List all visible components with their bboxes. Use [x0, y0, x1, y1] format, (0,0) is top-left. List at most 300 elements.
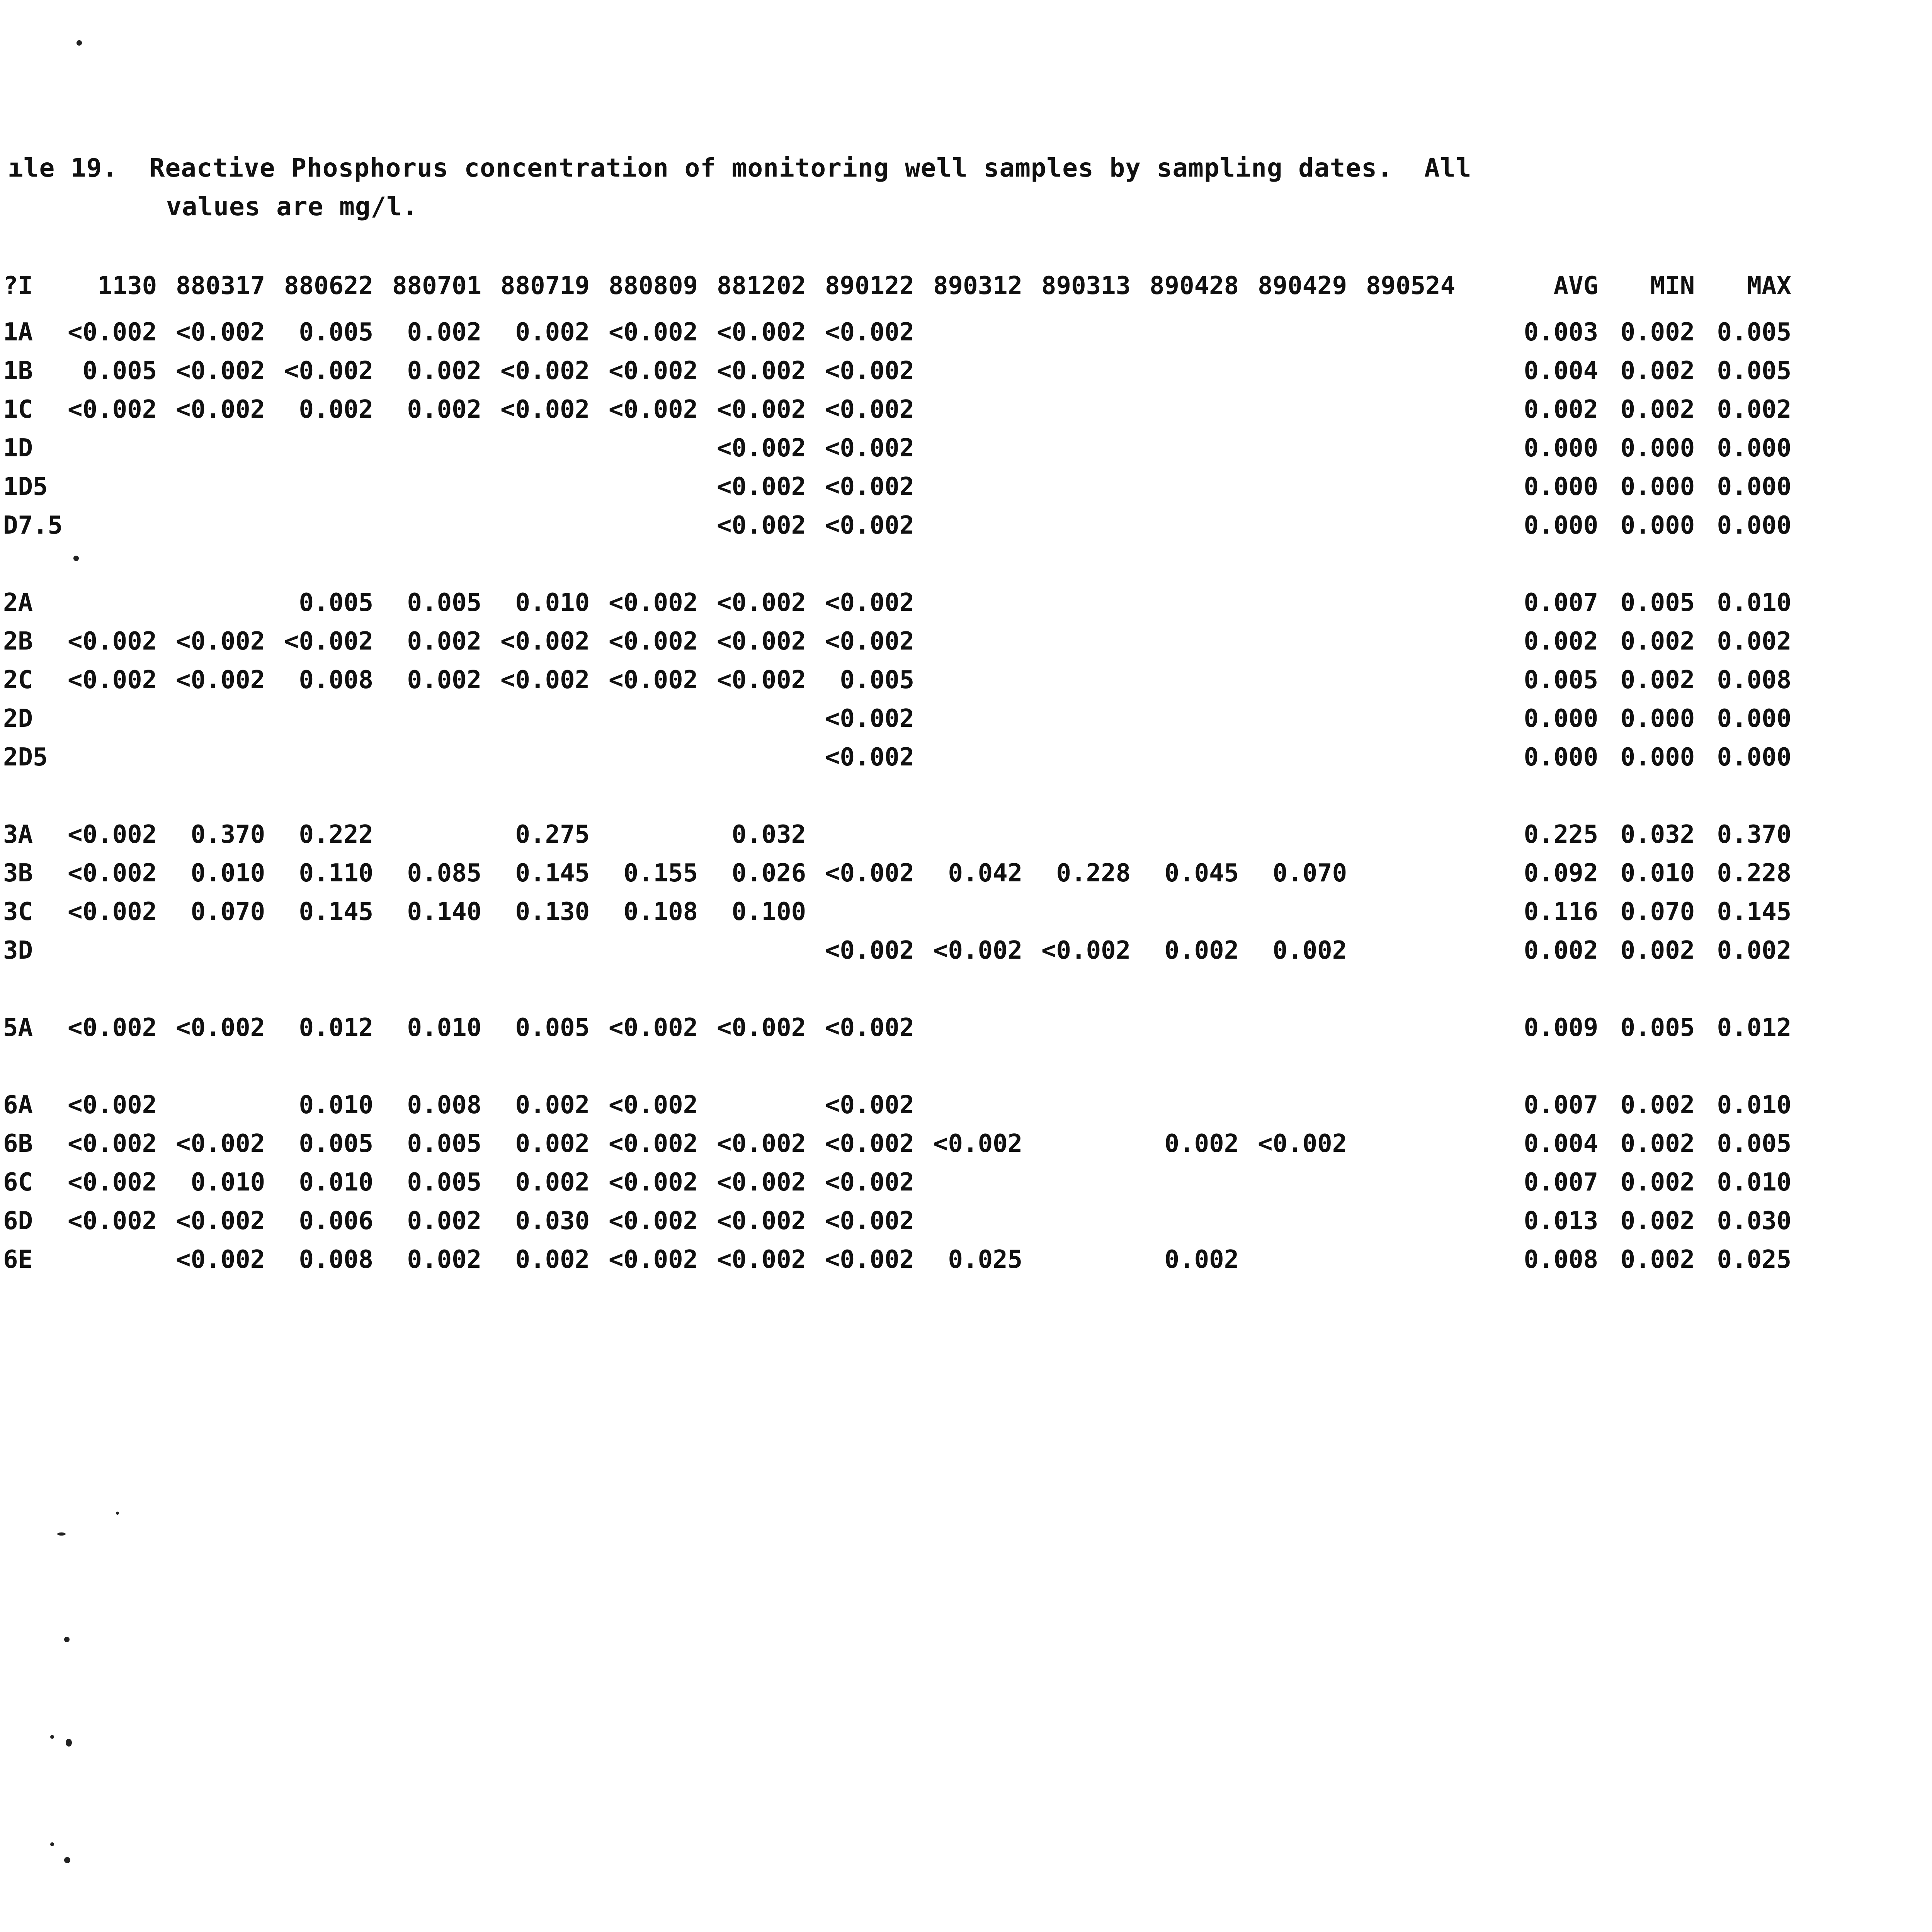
value-cell: 0.000	[1717, 704, 1792, 733]
value-cell	[914, 313, 1022, 352]
scan-speck	[50, 1842, 54, 1846]
value-cell: <0.002	[609, 318, 698, 347]
table-header-row	[0, 259, 1791, 313]
value-cell: 0.228	[1717, 859, 1792, 888]
value-cell: 0.012	[299, 1014, 374, 1042]
scan-speck	[73, 556, 79, 561]
column-header: 1130	[97, 272, 157, 300]
value-cell	[1131, 583, 1239, 622]
value-cell: 0.000	[1620, 434, 1695, 463]
caption-line-1: ıle 19. Reactive Phosphorus concentration of monitoring well samples by sampling dates. All	[8, 153, 1472, 183]
value-cell	[1347, 738, 1455, 777]
value-cell: 0.006	[299, 1207, 374, 1235]
value-cell	[1022, 390, 1131, 429]
value-cell	[914, 1202, 1022, 1240]
value-cell: <0.002	[825, 588, 915, 617]
value-cell: <0.002	[68, 318, 157, 347]
value-cell: 0.005	[407, 1129, 482, 1158]
value-cell	[698, 738, 806, 777]
value-cell	[1022, 506, 1131, 545]
value-cell	[1239, 1240, 1347, 1279]
value-cell: <0.002	[176, 627, 265, 656]
value-cell: <0.002	[68, 1091, 157, 1119]
value-cell	[68, 429, 157, 468]
table-row	[0, 313, 1791, 352]
value-cell	[1239, 661, 1347, 699]
value-cell: <0.002	[609, 1207, 698, 1235]
value-cell: 0.008	[407, 1091, 482, 1119]
table-row	[0, 931, 1791, 970]
value-cell	[1022, 1086, 1131, 1124]
value-cell	[590, 429, 698, 468]
value-cell	[1022, 1240, 1131, 1279]
value-cell: <0.002	[717, 434, 806, 463]
value-cell: <0.002	[717, 318, 806, 347]
scan-speck	[77, 40, 82, 46]
value-cell: 0.002	[1164, 1245, 1239, 1274]
value-cell	[1347, 390, 1455, 429]
value-cell: 0.002	[407, 395, 482, 424]
value-cell: 0.030	[515, 1207, 590, 1235]
value-cell	[1131, 622, 1239, 661]
value-cell: 0.005	[840, 666, 915, 694]
value-cell: <0.002	[609, 666, 698, 694]
table-caption	[8, 149, 1471, 226]
value-cell: 0.007	[1524, 1091, 1599, 1119]
value-cell: 0.025	[1717, 1245, 1792, 1274]
value-cell	[1347, 1202, 1455, 1240]
value-cell	[481, 931, 590, 970]
column-header: 880317	[176, 272, 265, 300]
well-id-cell: 1B	[3, 357, 33, 385]
column-header: 890312	[933, 272, 1023, 300]
value-cell: <0.002	[500, 666, 590, 694]
well-id-cell: 3B	[3, 859, 33, 888]
value-cell: <0.002	[825, 1014, 915, 1042]
value-cell: 0.004	[1524, 1129, 1599, 1158]
value-cell: 0.116	[1524, 898, 1599, 926]
value-cell: 0.000	[1620, 704, 1695, 733]
well-id-cell: 5A	[3, 1014, 33, 1042]
value-cell: <0.002	[609, 1091, 698, 1119]
table-row	[0, 1009, 1791, 1047]
column-header: 890313	[1041, 272, 1131, 300]
value-cell	[590, 506, 698, 545]
value-cell: 0.042	[948, 859, 1023, 888]
value-cell: <0.002	[68, 395, 157, 424]
value-cell: 0.007	[1524, 1168, 1599, 1197]
table-row	[0, 661, 1791, 699]
value-cell	[68, 583, 157, 622]
value-cell	[914, 661, 1022, 699]
value-cell: 0.010	[299, 1168, 374, 1197]
group-spacer	[0, 545, 1791, 583]
value-cell: 0.003	[1524, 318, 1599, 347]
scan-speck	[64, 1637, 70, 1642]
value-cell	[914, 1009, 1022, 1047]
value-cell: <0.002	[500, 395, 590, 424]
value-cell: 0.002	[407, 666, 482, 694]
value-cell	[590, 738, 698, 777]
column-header: MAX	[1747, 272, 1792, 300]
value-cell	[914, 429, 1022, 468]
value-cell: 0.012	[1717, 1014, 1792, 1042]
value-cell: 0.002	[515, 1168, 590, 1197]
table-row	[0, 893, 1791, 931]
value-cell: 0.225	[1524, 820, 1599, 849]
scan-speck	[64, 1857, 70, 1863]
value-cell	[1022, 313, 1131, 352]
value-cell	[68, 699, 157, 738]
well-id-cell: 2D	[3, 704, 33, 733]
value-cell	[157, 583, 265, 622]
value-cell	[1131, 352, 1239, 390]
value-cell	[68, 931, 157, 970]
value-cell: 0.032	[1620, 820, 1695, 849]
value-cell: <0.002	[284, 627, 374, 656]
value-cell: <0.002	[825, 1207, 915, 1235]
value-cell: 0.002	[1620, 666, 1695, 694]
value-cell: 0.000	[1620, 743, 1695, 772]
value-cell: 0.005	[1524, 666, 1599, 694]
value-cell	[1022, 661, 1131, 699]
value-cell: <0.002	[825, 1245, 915, 1274]
value-cell: 0.005	[1717, 357, 1792, 385]
value-cell: 0.070	[1272, 859, 1347, 888]
column-header: 880622	[284, 272, 374, 300]
well-id-cell: 2A	[3, 588, 33, 617]
column-header: 890429	[1258, 272, 1347, 300]
value-cell	[914, 815, 1022, 854]
value-cell: 0.045	[1164, 859, 1239, 888]
value-cell: <0.002	[825, 357, 915, 385]
value-cell: <0.002	[933, 936, 1023, 965]
value-cell	[914, 1086, 1022, 1124]
value-cell	[1131, 699, 1239, 738]
value-cell: 0.000	[1524, 743, 1599, 772]
value-cell: <0.002	[717, 511, 806, 540]
value-cell	[373, 815, 481, 854]
value-cell	[481, 738, 590, 777]
value-cell	[1131, 738, 1239, 777]
value-cell: 0.002	[1620, 1168, 1695, 1197]
table-row	[0, 1124, 1791, 1163]
value-cell	[1239, 622, 1347, 661]
value-cell: 0.370	[1717, 820, 1792, 849]
value-cell: 0.010	[190, 859, 265, 888]
value-cell	[1022, 893, 1131, 931]
value-cell: <0.002	[176, 395, 265, 424]
value-cell	[68, 468, 157, 506]
well-id-cell: 3D	[3, 936, 33, 965]
table-row	[0, 815, 1791, 854]
value-cell	[1239, 583, 1347, 622]
value-cell	[265, 506, 373, 545]
value-cell: 0.005	[407, 1168, 482, 1197]
table-body	[0, 313, 1791, 1279]
column-header: 890428	[1150, 272, 1239, 300]
table-row	[0, 506, 1791, 545]
value-cell	[68, 506, 157, 545]
well-id-cell: 1D	[3, 434, 33, 463]
value-cell	[265, 429, 373, 468]
value-cell	[1347, 1009, 1455, 1047]
value-cell	[1022, 1124, 1131, 1163]
group-spacer	[0, 777, 1791, 815]
value-cell	[1239, 738, 1347, 777]
value-cell	[1239, 313, 1347, 352]
value-cell: 0.010	[1717, 1091, 1792, 1119]
value-cell: <0.002	[1041, 936, 1131, 965]
value-cell	[914, 1163, 1022, 1202]
value-cell: 0.000	[1717, 473, 1792, 501]
well-id-cell: 6D	[3, 1207, 33, 1235]
value-cell	[68, 738, 157, 777]
well-id-cell: 6A	[3, 1091, 33, 1119]
value-cell: 0.002	[299, 395, 374, 424]
value-cell: <0.002	[825, 1129, 915, 1158]
value-cell: 0.002	[515, 1091, 590, 1119]
value-cell: <0.002	[68, 898, 157, 926]
value-cell: <0.002	[500, 357, 590, 385]
value-cell	[1131, 893, 1239, 931]
value-cell: <0.002	[1258, 1129, 1347, 1158]
value-cell: <0.002	[284, 357, 374, 385]
value-cell: 0.130	[515, 898, 590, 926]
value-cell: <0.002	[176, 1129, 265, 1158]
value-cell: <0.002	[609, 357, 698, 385]
value-cell	[914, 390, 1022, 429]
value-cell	[914, 506, 1022, 545]
value-cell	[914, 352, 1022, 390]
value-cell: 0.010	[1717, 588, 1792, 617]
value-cell	[481, 429, 590, 468]
value-cell	[914, 468, 1022, 506]
value-cell: 0.000	[1524, 434, 1599, 463]
value-cell	[1347, 854, 1455, 893]
column-header: 880719	[500, 272, 590, 300]
value-cell	[1131, 1086, 1239, 1124]
value-cell	[1131, 506, 1239, 545]
column-header: AVG	[1553, 272, 1599, 300]
column-header: 880701	[392, 272, 482, 300]
value-cell	[1022, 1202, 1131, 1240]
value-cell	[1347, 429, 1455, 468]
value-cell: 0.002	[407, 1207, 482, 1235]
value-cell: <0.002	[717, 588, 806, 617]
value-cell: <0.002	[717, 1014, 806, 1042]
value-cell: 0.002	[515, 318, 590, 347]
value-cell	[590, 931, 698, 970]
value-cell	[373, 429, 481, 468]
value-cell	[157, 468, 265, 506]
value-cell: 0.000	[1524, 511, 1599, 540]
value-cell: 0.002	[1524, 627, 1599, 656]
value-cell: 0.092	[1524, 859, 1599, 888]
value-cell: 0.100	[731, 898, 806, 926]
value-cell: 0.009	[1524, 1014, 1599, 1042]
value-cell: 0.005	[82, 357, 157, 385]
well-id-cell: 1D5	[3, 473, 48, 501]
value-cell	[1347, 583, 1455, 622]
value-cell: 0.005	[515, 1014, 590, 1042]
value-cell	[1022, 699, 1131, 738]
value-cell: <0.002	[717, 1207, 806, 1235]
value-cell	[1131, 313, 1239, 352]
value-cell	[1347, 661, 1455, 699]
value-cell: 0.005	[299, 588, 374, 617]
phosphorus-table	[0, 259, 1791, 1279]
value-cell: 0.002	[1620, 395, 1695, 424]
value-cell: <0.002	[609, 627, 698, 656]
column-header: MIN	[1650, 272, 1695, 300]
value-cell: 0.108	[623, 898, 698, 926]
value-cell: <0.002	[609, 395, 698, 424]
value-cell: 0.002	[407, 1245, 482, 1274]
value-cell	[481, 468, 590, 506]
value-cell: <0.002	[68, 627, 157, 656]
value-cell	[1347, 313, 1455, 352]
value-cell	[157, 506, 265, 545]
value-cell: 0.010	[1620, 859, 1695, 888]
value-cell: <0.002	[500, 627, 590, 656]
value-cell: <0.002	[68, 859, 157, 888]
value-cell: 0.002	[515, 1129, 590, 1158]
value-cell	[1347, 622, 1455, 661]
value-cell: 0.002	[1524, 395, 1599, 424]
value-cell: 0.002	[1620, 1129, 1695, 1158]
value-cell	[1239, 1163, 1347, 1202]
value-cell: 0.155	[623, 859, 698, 888]
value-cell: 0.002	[1164, 1129, 1239, 1158]
well-id-cell: 6B	[3, 1129, 33, 1158]
value-cell: <0.002	[825, 859, 915, 888]
table-row	[0, 699, 1791, 738]
value-cell: 0.025	[948, 1245, 1023, 1274]
well-id-cell: 2C	[3, 666, 33, 694]
value-cell	[265, 931, 373, 970]
value-cell	[1239, 815, 1347, 854]
value-cell	[1239, 893, 1347, 931]
value-cell: 0.002	[407, 357, 482, 385]
value-cell: <0.002	[825, 1091, 915, 1119]
table-row	[0, 429, 1791, 468]
value-cell	[481, 506, 590, 545]
value-cell: <0.002	[825, 318, 915, 347]
value-cell: <0.002	[68, 820, 157, 849]
table-row	[0, 352, 1791, 390]
value-cell: <0.002	[825, 473, 915, 501]
value-cell: 0.002	[1717, 627, 1792, 656]
value-cell: <0.002	[609, 1129, 698, 1158]
value-cell: 0.008	[1524, 1245, 1599, 1274]
value-cell	[1347, 1124, 1455, 1163]
value-cell: <0.002	[68, 1207, 157, 1235]
well-id-cell: 1A	[3, 318, 33, 347]
value-cell	[1347, 893, 1455, 931]
value-cell	[157, 429, 265, 468]
value-cell: 0.002	[407, 318, 482, 347]
value-cell: 0.005	[299, 318, 374, 347]
value-cell: 0.010	[190, 1168, 265, 1197]
value-cell: <0.002	[176, 666, 265, 694]
value-cell	[1022, 1163, 1131, 1202]
value-cell	[373, 931, 481, 970]
value-cell	[1022, 352, 1131, 390]
value-cell	[1347, 352, 1455, 390]
value-cell: <0.002	[825, 434, 915, 463]
value-cell	[1347, 699, 1455, 738]
column-header: 881202	[717, 272, 806, 300]
value-cell: 0.004	[1524, 357, 1599, 385]
table-row	[0, 854, 1791, 893]
well-id-cell: D7.5	[3, 511, 63, 540]
value-cell: 0.008	[1717, 666, 1792, 694]
value-cell	[914, 583, 1022, 622]
value-cell: 0.008	[299, 1245, 374, 1274]
value-cell: 0.005	[1620, 588, 1695, 617]
well-id-cell: 6C	[3, 1168, 33, 1197]
table-row	[0, 622, 1791, 661]
value-cell: <0.002	[717, 666, 806, 694]
table-row	[0, 1202, 1791, 1240]
value-cell	[1347, 1163, 1455, 1202]
value-cell: 0.002	[1620, 627, 1695, 656]
value-cell: 0.000	[1620, 511, 1695, 540]
value-cell: <0.002	[933, 1129, 1023, 1158]
value-cell	[1239, 1202, 1347, 1240]
value-cell: <0.002	[717, 1129, 806, 1158]
value-cell: <0.002	[717, 473, 806, 501]
well-id-cell: 2B	[3, 627, 33, 656]
value-cell	[1022, 622, 1131, 661]
column-header-well: ?I	[3, 272, 33, 300]
value-cell: 0.005	[299, 1129, 374, 1158]
table-row	[0, 738, 1791, 777]
value-cell: 0.008	[299, 666, 374, 694]
value-cell	[698, 699, 806, 738]
value-cell: 0.005	[1717, 318, 1792, 347]
value-cell: 0.140	[407, 898, 482, 926]
value-cell: 0.002	[1620, 357, 1695, 385]
value-cell: 0.002	[1620, 318, 1695, 347]
group-spacer	[0, 970, 1791, 1009]
value-cell: 0.002	[407, 627, 482, 656]
value-cell	[1347, 1086, 1455, 1124]
value-cell	[157, 699, 265, 738]
value-cell	[1022, 429, 1131, 468]
value-cell	[1239, 1009, 1347, 1047]
value-cell	[157, 738, 265, 777]
well-id-cell: 6E	[3, 1245, 33, 1274]
value-cell: 0.222	[299, 820, 374, 849]
well-id-cell: 3C	[3, 898, 33, 926]
table-row	[0, 583, 1791, 622]
scan-speck	[116, 1512, 119, 1515]
value-cell	[1022, 815, 1131, 854]
value-cell: <0.002	[68, 1014, 157, 1042]
value-cell	[1022, 738, 1131, 777]
column-header: 890524	[1366, 272, 1456, 300]
table-row	[0, 1240, 1791, 1279]
value-cell: <0.002	[825, 627, 915, 656]
value-cell	[1239, 390, 1347, 429]
value-cell: <0.002	[717, 1245, 806, 1274]
value-cell	[1239, 1086, 1347, 1124]
value-cell	[914, 699, 1022, 738]
value-cell: <0.002	[825, 511, 915, 540]
value-cell: 0.002	[1620, 936, 1695, 965]
